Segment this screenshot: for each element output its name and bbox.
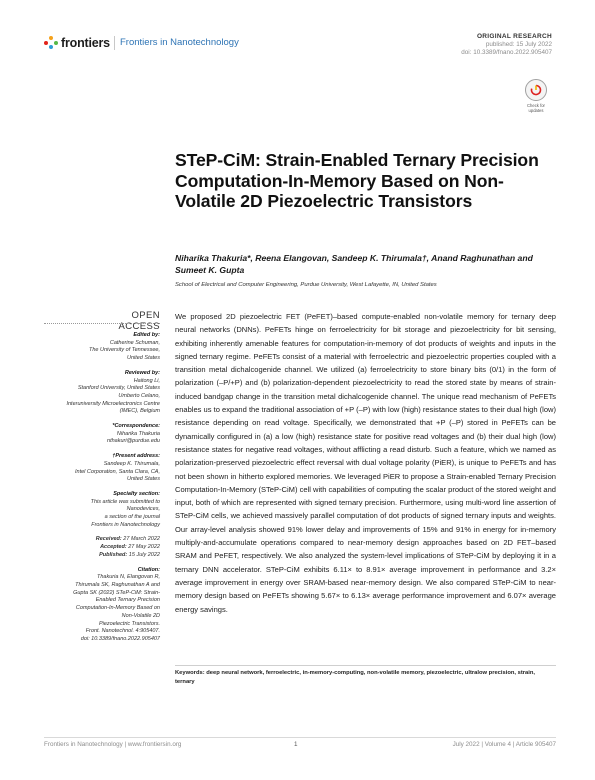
- specialty-line: Nanodevices,: [126, 506, 160, 513]
- journal-title: Nanotechnology: [170, 37, 239, 48]
- reviewed-by-label: Reviewed by:: [124, 369, 160, 376]
- badge-line-1: Check for: [527, 103, 545, 108]
- correspondence-email[interactable]: nthakuri@purdue.edu: [107, 438, 160, 445]
- published-date-sidebar: [44, 552, 160, 560]
- specialty-line: a section of the journal: [104, 514, 160, 521]
- accepted-value: 27 May 2022: [128, 544, 160, 551]
- citation-line: Gupta SK (2022) STeP-CiM: Strain-: [73, 589, 160, 596]
- check-for-updates-badge[interactable]: [523, 79, 549, 113]
- citation-line: Piezoelectric Transistors.: [98, 620, 160, 627]
- article-type: ORIGINAL RESEARCH: [476, 33, 552, 40]
- citation-line: Thirumala SK, Raghunathan A and: [75, 581, 160, 588]
- editor-line: United States: [126, 355, 160, 362]
- dates-block: [44, 536, 160, 559]
- keywords-list: deep neural network, ferroelectric, in-memory-computing, non-volatile memory, piezoelectric, ultralow precision, strain, ternary: [175, 670, 536, 686]
- article-title: STeP-CiM: Strain-Enabled Ternary Precision Computation-In-Memory Based on Non-Volatile 2D Piezoelectric Transistors: [175, 150, 539, 212]
- journal-name[interactable]: [120, 37, 239, 48]
- journal-prefix: Frontiers in: [120, 37, 171, 48]
- footer-volume: July 2022 | Volume 4 | Article 905407: [452, 741, 556, 748]
- citation-doi[interactable]: doi: 10.3389/fnano.2022.905407: [80, 635, 160, 642]
- address-line: Intel Corporation, Santa Clara, CA,: [75, 468, 160, 475]
- editor-line: Catherine Schuman,: [109, 339, 160, 346]
- doi: doi: 10.3389/fnano.2022.905407: [461, 49, 552, 56]
- reviewer-line: (IMEC), Belgium: [119, 408, 160, 415]
- citation-line: Front. Nanotechnol. 4:905407.: [85, 628, 160, 635]
- reviewed-by-block: [44, 370, 160, 416]
- correspondence-block: [44, 423, 160, 446]
- check-for-updates-icon: [525, 79, 547, 101]
- footer-divider: [44, 737, 556, 738]
- reviewer-line: Stanford University, United States: [77, 385, 160, 392]
- specialty-label: Specialty section:: [113, 490, 160, 497]
- citation-label: Citation:: [137, 566, 160, 573]
- citation-line: Computation-In-Memory Based on: [75, 605, 160, 612]
- present-address-label: †Present address:: [112, 453, 160, 460]
- accepted-label: Accepted:: [100, 544, 127, 551]
- logo-text: frontiers: [61, 36, 110, 50]
- article-info-sidebar: [44, 332, 160, 651]
- author-list: Niharika Thakuria*, Reena Elangovan, Sandeep K. Thirumala†, Anand Raghunathan and Sumeet K. Gupta: [175, 253, 533, 276]
- reviewer-line: Interuniversity Microelectronics Centre: [66, 400, 160, 407]
- address-line: United States: [126, 476, 160, 483]
- edited-by-label: Edited by:: [133, 332, 160, 338]
- correspondence-label: *Correspondence:: [112, 423, 160, 430]
- received-date: [44, 536, 160, 544]
- frontiers-logo[interactable]: [44, 36, 110, 50]
- badge-line-2: updates: [528, 108, 544, 113]
- specialty-section-block: [44, 491, 160, 530]
- present-address-block: [44, 453, 160, 484]
- reviewer-line: Umberto Celano,: [118, 392, 160, 399]
- keywords: [175, 669, 556, 687]
- keywords-label: Keywords:: [175, 670, 205, 676]
- page-number: 1: [294, 741, 298, 748]
- received-label: Received:: [95, 536, 122, 543]
- received-value: 27 March 2022: [123, 536, 160, 543]
- specialty-line: This article was submitted to: [90, 498, 160, 505]
- specialty-line: Frontiers in Nanotechnology: [91, 521, 160, 528]
- affiliation: School of Electrical and Computer Engineering, Purdue University, West Lafayette, IN, United States: [175, 282, 437, 288]
- keywords-divider: [175, 665, 556, 666]
- article-meta: [461, 33, 552, 57]
- header-divider: [114, 36, 115, 50]
- edited-by-block: [44, 332, 160, 363]
- citation-line: Thakuria N, Elangovan R,: [97, 574, 160, 581]
- published-date: published: 15 July 2022: [485, 41, 552, 48]
- citation-line: Non-Volatile 2D: [121, 612, 160, 619]
- open-access-divider: [44, 323, 160, 324]
- frontiers-logo-mark-icon: [44, 36, 58, 50]
- correspondence-name: Niharika Thakuria: [116, 430, 160, 437]
- accepted-date: [44, 544, 160, 552]
- citation-line: Enabled Ternary Precision: [95, 597, 160, 604]
- editor-line: The University of Tennessee,: [88, 347, 160, 354]
- footer-journal[interactable]: Frontiers in Nanotechnology | www.frontiersin.org: [44, 741, 182, 748]
- citation-block: [44, 567, 160, 644]
- reviewer-line: Haitong Li,: [133, 377, 160, 384]
- published-value: 15 July 2022: [128, 551, 160, 558]
- open-access-label: OPEN ACCESS: [118, 310, 160, 332]
- address-line: Sandeep K. Thirumala,: [103, 460, 160, 467]
- abstract-text: We proposed 2D piezoelectric FET (PeFET)–based compute-enabled non-volatile memory for ternary deep neural networks (DNNs). PeFETs hinge on ferroelectricity for bit storage and piezoelectricity for bit sensing, exhibiting inherently amenable features for computation-in-memory of dot products of weights and inputs in the signed ternary regime. PeFETs consist of a material with ferroelectric and piezoelectric properties coupled with a transition metal dichalcogenide channel. We utilized (a) ferroelectricity to store binary bits (0/1) in the form of polarization (–P/+P) and (b) polarization-dependent piezoelectricity to read the stored state by means of strain-induced bandgap change in the transition metal dichalcogenide channel. The unique read mechanism of PeFETs enables us to expand the traditional association of +P (–P) with low (high) resistance states to their dual high (low) resistance depending on read voltage. Specifically, we demonstrated that +P (–P) stored in PeFETs can be dynamically configured in (a) a low (high) resistance state for positive read voltages and (b) their dual high (low) resistance states for negative read voltages, without afflicting a read disturb. Such a feature, which we named as polarization-preserved piezoelectric effect reversal with dual voltage polarity (PiER), is unique to PeFETs and has not been shown in hitherto explored memories. We leveraged PiER to propose a Strain-enabled Ternary Precision Computation-In-Memory (STeP-CiM) cell with capabilities of computing the scalar product of the stored weight and input, both of which are represented with signed ternary precision. Furthermore, using multi-word line assertion of STeP-CiM cells, we achieved massively parallel computation of dot products of signed ternary inputs and weights. Our array-level analysis showed 91% lower delay and improvements of 15% and 91% in energy for in-memory multiply-and-accumulate operations compared to near-memory design approaches based on 2D FET–based SRAM and PeFET, respectively. We also analyzed the system-level implications of STeP-CiM by deploying it in a ternary DNN accelerator. STeP-CiM exhibits 6.11× to 8.91× average improvement in performance and 3.2× average improvement in energy over SRAM-based near-memory design. We also compared STeP-CiM to near-memory design based on PeFETs showing 5.67× to 6.13× average performance improvement and 6.07× average energy savings.: [175, 312, 556, 614]
- published-label: Published:: [99, 551, 128, 558]
